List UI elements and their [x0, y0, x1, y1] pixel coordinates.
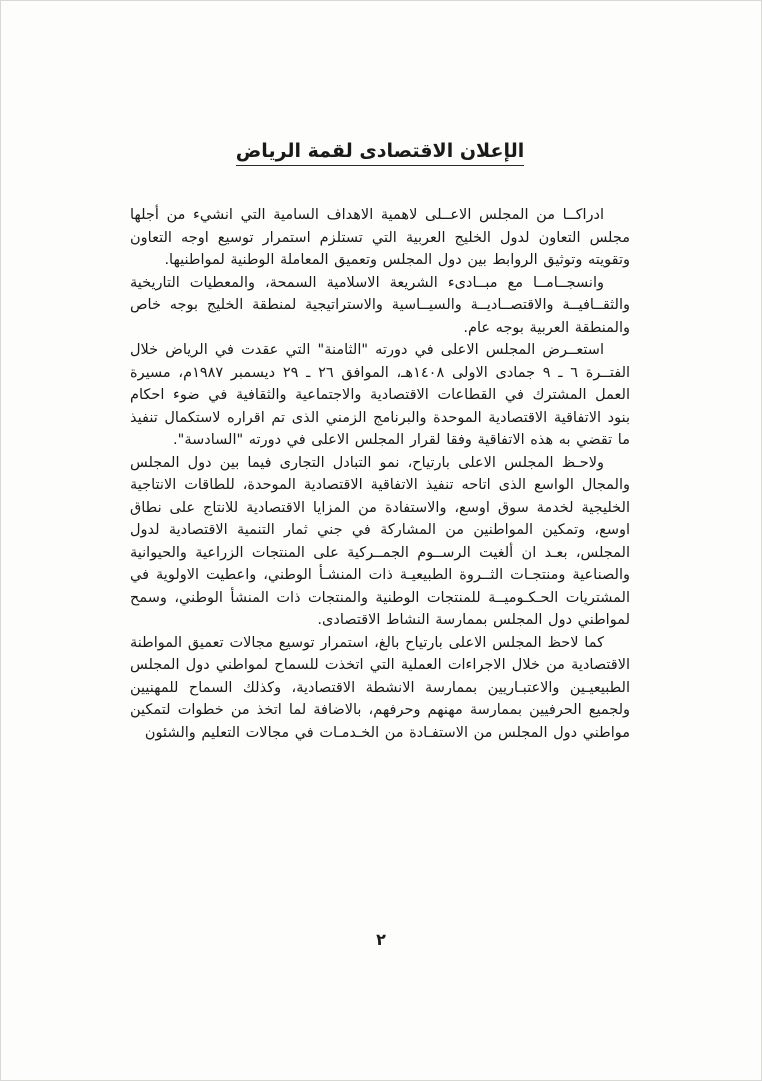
text-block: [130, 140, 630, 744]
paragraph: ولاحـظ المجلس الاعلى بارتياح، نمو التبادل التجارى فيما بين دول المجلس والمجال الواسع الذى اتاحه تنفيذ الاتفاقية الاقتصادية الموحدة، للطاقات الانتاجية الخليجية لخدمة سوق اوسع، والاستفادة من المزايا الاقتصادية للانتاج على نطاق اوسع، وتمكين المواطنين من المشاركة في جني ثمار التنمية الاقتصادية لدول المجلس، بعـد ان ألغيت الرســوم الجمــركية على المنتجات الزراعية والحيوانية والصناعية ومنتجـات الثــروة الطبيعيـة ذات المنشـأ الوطني، واعطيت الاولوية في المشتريات الحـكـوميــة للمنتجات الوطنية والمنتجات ذات المنشأ الوطني، وسمح لمواطني دول المجلس بممارسة النشاط الاقتصادى.: [130, 454, 630, 628]
paragraph: وانسجــامــا مع مبــادىء الشريعة الاسلامية السمحة، والمعطيات التاريخية والثقــافيــة والاقتصــاديــة والسيــاسية والاستراتيجية لمنطقة الخليج بوجه خاص والمنطقة العربية بوجه عام.: [130, 274, 630, 336]
paragraph: استعــرض المجلس الاعلى في دورته "الثامنة" التي عقدت في الرياض خلال الفتــرة ٦ ـ ٩ جمادى الاولى ١٤٠٨هـ، الموافق ٢٦ ـ ٢٩ ديسمبر ١٩٨٧م، مسيرة العمل المشترك في القطاعات الاقتصادية والاجتماعية والثقافية في ضوء احكام بنود الاتفاقية الاقتصادية الموحدة والبرنامج الزمني الذى تم اقراره لاستكمال تنفيذ ما تقضي به هذه الاتفاقية وفقا لقرار المجلس الاعلى في دورته "السادسة".: [130, 342, 631, 448]
paragraph: ادراكــا من المجلس الاعــلى لاهمية الاهداف السامية التي انشيء من أجلها مجلس التعاون لدول الخليج العربية التي تستلزم استمرار توسيع اوجه التعاون وتقويته وتوثيق الروابط بين دول المجلس وتعميق المعاملة الوطنية لمواطنيها.: [130, 207, 630, 268]
paragraph: كما لاحظ المجلس الاعلى بارتياح بالغ، استمرار توسيع مجالات تعميق المواطنة الاقتصادية من خلال الاجراءات العملية التي اتخذت للسماح لمواطني دول المجلس الطبيعيـين والاعتبـاريين بممارسة الانشطة الاقتصادية، وكذلك السماح للمهنيين ولجميع الحرفيين بممارسة مهنهم وحرفهم، بالاضافة لما اتخذ من خطوات لتمكين مواطني دول المجلس من الاستفـادة من الخـدمـات في مجالات التعليم والشئون: [130, 634, 630, 741]
page-title: الإعلان الاقتصادى لقمة الرياض: [130, 140, 630, 166]
page-number: ٢: [376, 930, 386, 949]
body-text: [130, 204, 630, 744]
